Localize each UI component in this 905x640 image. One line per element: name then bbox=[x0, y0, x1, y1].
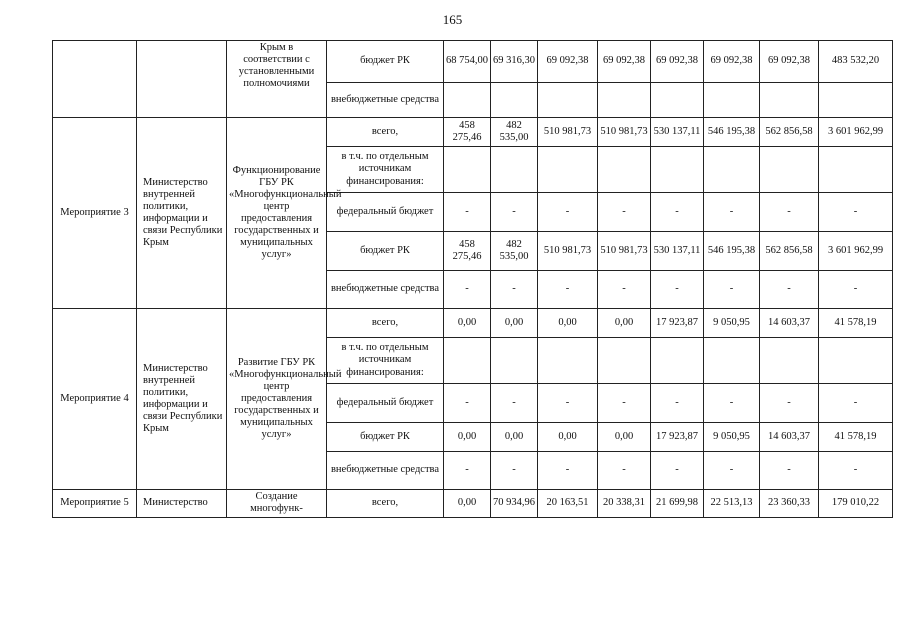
value-cell: 69 092,38 bbox=[760, 41, 819, 83]
value-cell: 69 092,38 bbox=[598, 41, 651, 83]
value-cell: 41 578,19 bbox=[819, 423, 893, 452]
value-cell: - bbox=[760, 271, 819, 309]
source-label: всего, bbox=[327, 309, 444, 338]
value-cell: 0,00 bbox=[444, 423, 491, 452]
value-cell: 69 092,38 bbox=[704, 41, 760, 83]
value-cell: - bbox=[491, 271, 538, 309]
measure-id: Мероприятие 5 bbox=[53, 490, 137, 518]
value-cell: - bbox=[538, 384, 598, 423]
page-number: 165 bbox=[442, 12, 463, 27]
value-cell: 482 535,00 bbox=[491, 232, 538, 271]
value-cell: 482 535,00 bbox=[491, 118, 538, 147]
value-cell: - bbox=[598, 193, 651, 232]
value-cell bbox=[491, 147, 538, 193]
source-label: внебюджетные средства bbox=[327, 271, 444, 309]
value-cell bbox=[760, 147, 819, 193]
value-cell bbox=[538, 83, 598, 118]
value-cell: - bbox=[598, 384, 651, 423]
value-cell bbox=[598, 338, 651, 384]
value-cell bbox=[491, 338, 538, 384]
source-label: бюджет РК bbox=[327, 41, 444, 83]
measure-description: Развитие ГБУ РК «Многофункциональный центр предоставления государственных и муниципальных услуг» bbox=[227, 309, 327, 490]
value-cell bbox=[598, 83, 651, 118]
responsible-org: Министерство внутренней политики, информации и связи Республики Крым bbox=[137, 309, 227, 490]
measure-id: Мероприятие 4 bbox=[53, 309, 137, 490]
measure-description: Функционирование ГБУ РК «Многофункциональный центр предоставления государственных и муниципальных услуг» bbox=[227, 118, 327, 309]
value-cell bbox=[444, 147, 491, 193]
value-cell: - bbox=[491, 384, 538, 423]
value-cell bbox=[598, 147, 651, 193]
value-cell: 0,00 bbox=[491, 309, 538, 338]
value-cell: - bbox=[538, 271, 598, 309]
value-cell bbox=[704, 83, 760, 118]
responsible-org: Министерство bbox=[137, 490, 227, 518]
value-cell: - bbox=[651, 452, 704, 490]
value-cell: - bbox=[819, 271, 893, 309]
value-cell: - bbox=[651, 271, 704, 309]
source-label: федеральный бюджет bbox=[327, 384, 444, 423]
value-cell bbox=[819, 338, 893, 384]
value-cell: 14 603,37 bbox=[760, 309, 819, 338]
source-label: бюджет РК bbox=[327, 232, 444, 271]
value-cell bbox=[651, 147, 704, 193]
value-cell: 483 532,20 bbox=[819, 41, 893, 83]
responsible-org: Министерство внутренней политики, информации и связи Республики Крым bbox=[137, 118, 227, 309]
measure-id: Мероприятие 3 bbox=[53, 118, 137, 309]
value-cell bbox=[704, 338, 760, 384]
cell-empty bbox=[137, 41, 227, 118]
value-cell: 3 601 962,99 bbox=[819, 232, 893, 271]
value-cell: 530 137,11 bbox=[651, 118, 704, 147]
value-cell: 69 316,30 bbox=[491, 41, 538, 83]
cell-empty bbox=[53, 41, 137, 118]
value-cell: 0,00 bbox=[491, 423, 538, 452]
value-cell: 510 981,73 bbox=[598, 118, 651, 147]
value-cell: 3 601 962,99 bbox=[819, 118, 893, 147]
value-cell: - bbox=[444, 271, 491, 309]
value-cell bbox=[538, 147, 598, 193]
value-cell: - bbox=[704, 384, 760, 423]
value-cell: - bbox=[819, 452, 893, 490]
table-row bbox=[53, 41, 893, 83]
value-cell: - bbox=[444, 193, 491, 232]
source-label: внебюджетные средства bbox=[327, 83, 444, 118]
value-cell: - bbox=[704, 452, 760, 490]
table-row bbox=[53, 118, 893, 147]
funding-table bbox=[52, 40, 893, 518]
value-cell: 70 934,96 bbox=[491, 490, 538, 518]
value-cell: 0,00 bbox=[598, 423, 651, 452]
measure-description: Крым в соответствии с установленными полномочиями bbox=[227, 41, 327, 118]
value-cell: 530 137,11 bbox=[651, 232, 704, 271]
source-label: федеральный бюджет bbox=[327, 193, 444, 232]
value-cell: 562 856,58 bbox=[760, 118, 819, 147]
value-cell: 17 923,87 bbox=[651, 309, 704, 338]
value-cell: 9 050,95 bbox=[704, 309, 760, 338]
value-cell: 20 163,51 bbox=[538, 490, 598, 518]
value-cell: - bbox=[760, 384, 819, 423]
value-cell: 510 981,73 bbox=[538, 232, 598, 271]
value-cell: - bbox=[444, 384, 491, 423]
value-cell: 9 050,95 bbox=[704, 423, 760, 452]
source-label: всего, bbox=[327, 490, 444, 518]
value-cell: 69 092,38 bbox=[538, 41, 598, 83]
value-cell: - bbox=[444, 452, 491, 490]
value-cell: - bbox=[704, 193, 760, 232]
value-cell: 22 513,13 bbox=[704, 490, 760, 518]
table-row bbox=[53, 309, 893, 338]
value-cell: - bbox=[819, 384, 893, 423]
value-cell: 0,00 bbox=[444, 309, 491, 338]
value-cell bbox=[760, 338, 819, 384]
value-cell bbox=[704, 147, 760, 193]
value-cell: - bbox=[819, 193, 893, 232]
value-cell: - bbox=[760, 193, 819, 232]
measure-description: Создание многофунк- bbox=[227, 490, 327, 518]
value-cell: 510 981,73 bbox=[598, 232, 651, 271]
value-cell: 458 275,46 bbox=[444, 232, 491, 271]
value-cell: 20 338,31 bbox=[598, 490, 651, 518]
value-cell: 23 360,33 bbox=[760, 490, 819, 518]
value-cell: 458 275,46 bbox=[444, 118, 491, 147]
source-label: в т.ч. по отдельным источникам финансирования: bbox=[327, 338, 444, 384]
value-cell bbox=[819, 83, 893, 118]
value-cell: - bbox=[491, 452, 538, 490]
value-cell bbox=[651, 83, 704, 118]
value-cell: 14 603,37 bbox=[760, 423, 819, 452]
value-cell: - bbox=[651, 384, 704, 423]
value-cell bbox=[651, 338, 704, 384]
value-cell: 562 856,58 bbox=[760, 232, 819, 271]
source-label: всего, bbox=[327, 118, 444, 147]
source-label: в т.ч. по отдельным источникам финансирования: bbox=[327, 147, 444, 193]
value-cell: 41 578,19 bbox=[819, 309, 893, 338]
value-cell: 17 923,87 bbox=[651, 423, 704, 452]
value-cell: - bbox=[651, 193, 704, 232]
value-cell: 0,00 bbox=[598, 309, 651, 338]
value-cell bbox=[444, 338, 491, 384]
table-row bbox=[53, 490, 893, 518]
source-label: бюджет РК bbox=[327, 423, 444, 452]
value-cell bbox=[819, 147, 893, 193]
value-cell: - bbox=[491, 193, 538, 232]
value-cell bbox=[538, 338, 598, 384]
value-cell: 68 754,00 bbox=[444, 41, 491, 83]
value-cell: 179 010,22 bbox=[819, 490, 893, 518]
value-cell: 546 195,38 bbox=[704, 232, 760, 271]
value-cell: 546 195,38 bbox=[704, 118, 760, 147]
value-cell: - bbox=[760, 452, 819, 490]
value-cell: 0,00 bbox=[538, 309, 598, 338]
value-cell bbox=[760, 83, 819, 118]
value-cell: 510 981,73 bbox=[538, 118, 598, 147]
value-cell bbox=[491, 83, 538, 118]
value-cell: 69 092,38 bbox=[651, 41, 704, 83]
value-cell bbox=[444, 83, 491, 118]
value-cell: - bbox=[538, 193, 598, 232]
value-cell: 0,00 bbox=[538, 423, 598, 452]
value-cell: - bbox=[598, 271, 651, 309]
value-cell: 21 699,98 bbox=[651, 490, 704, 518]
value-cell: - bbox=[704, 271, 760, 309]
source-label: внебюджетные средства bbox=[327, 452, 444, 490]
value-cell: - bbox=[598, 452, 651, 490]
value-cell: - bbox=[538, 452, 598, 490]
value-cell: 0,00 bbox=[444, 490, 491, 518]
